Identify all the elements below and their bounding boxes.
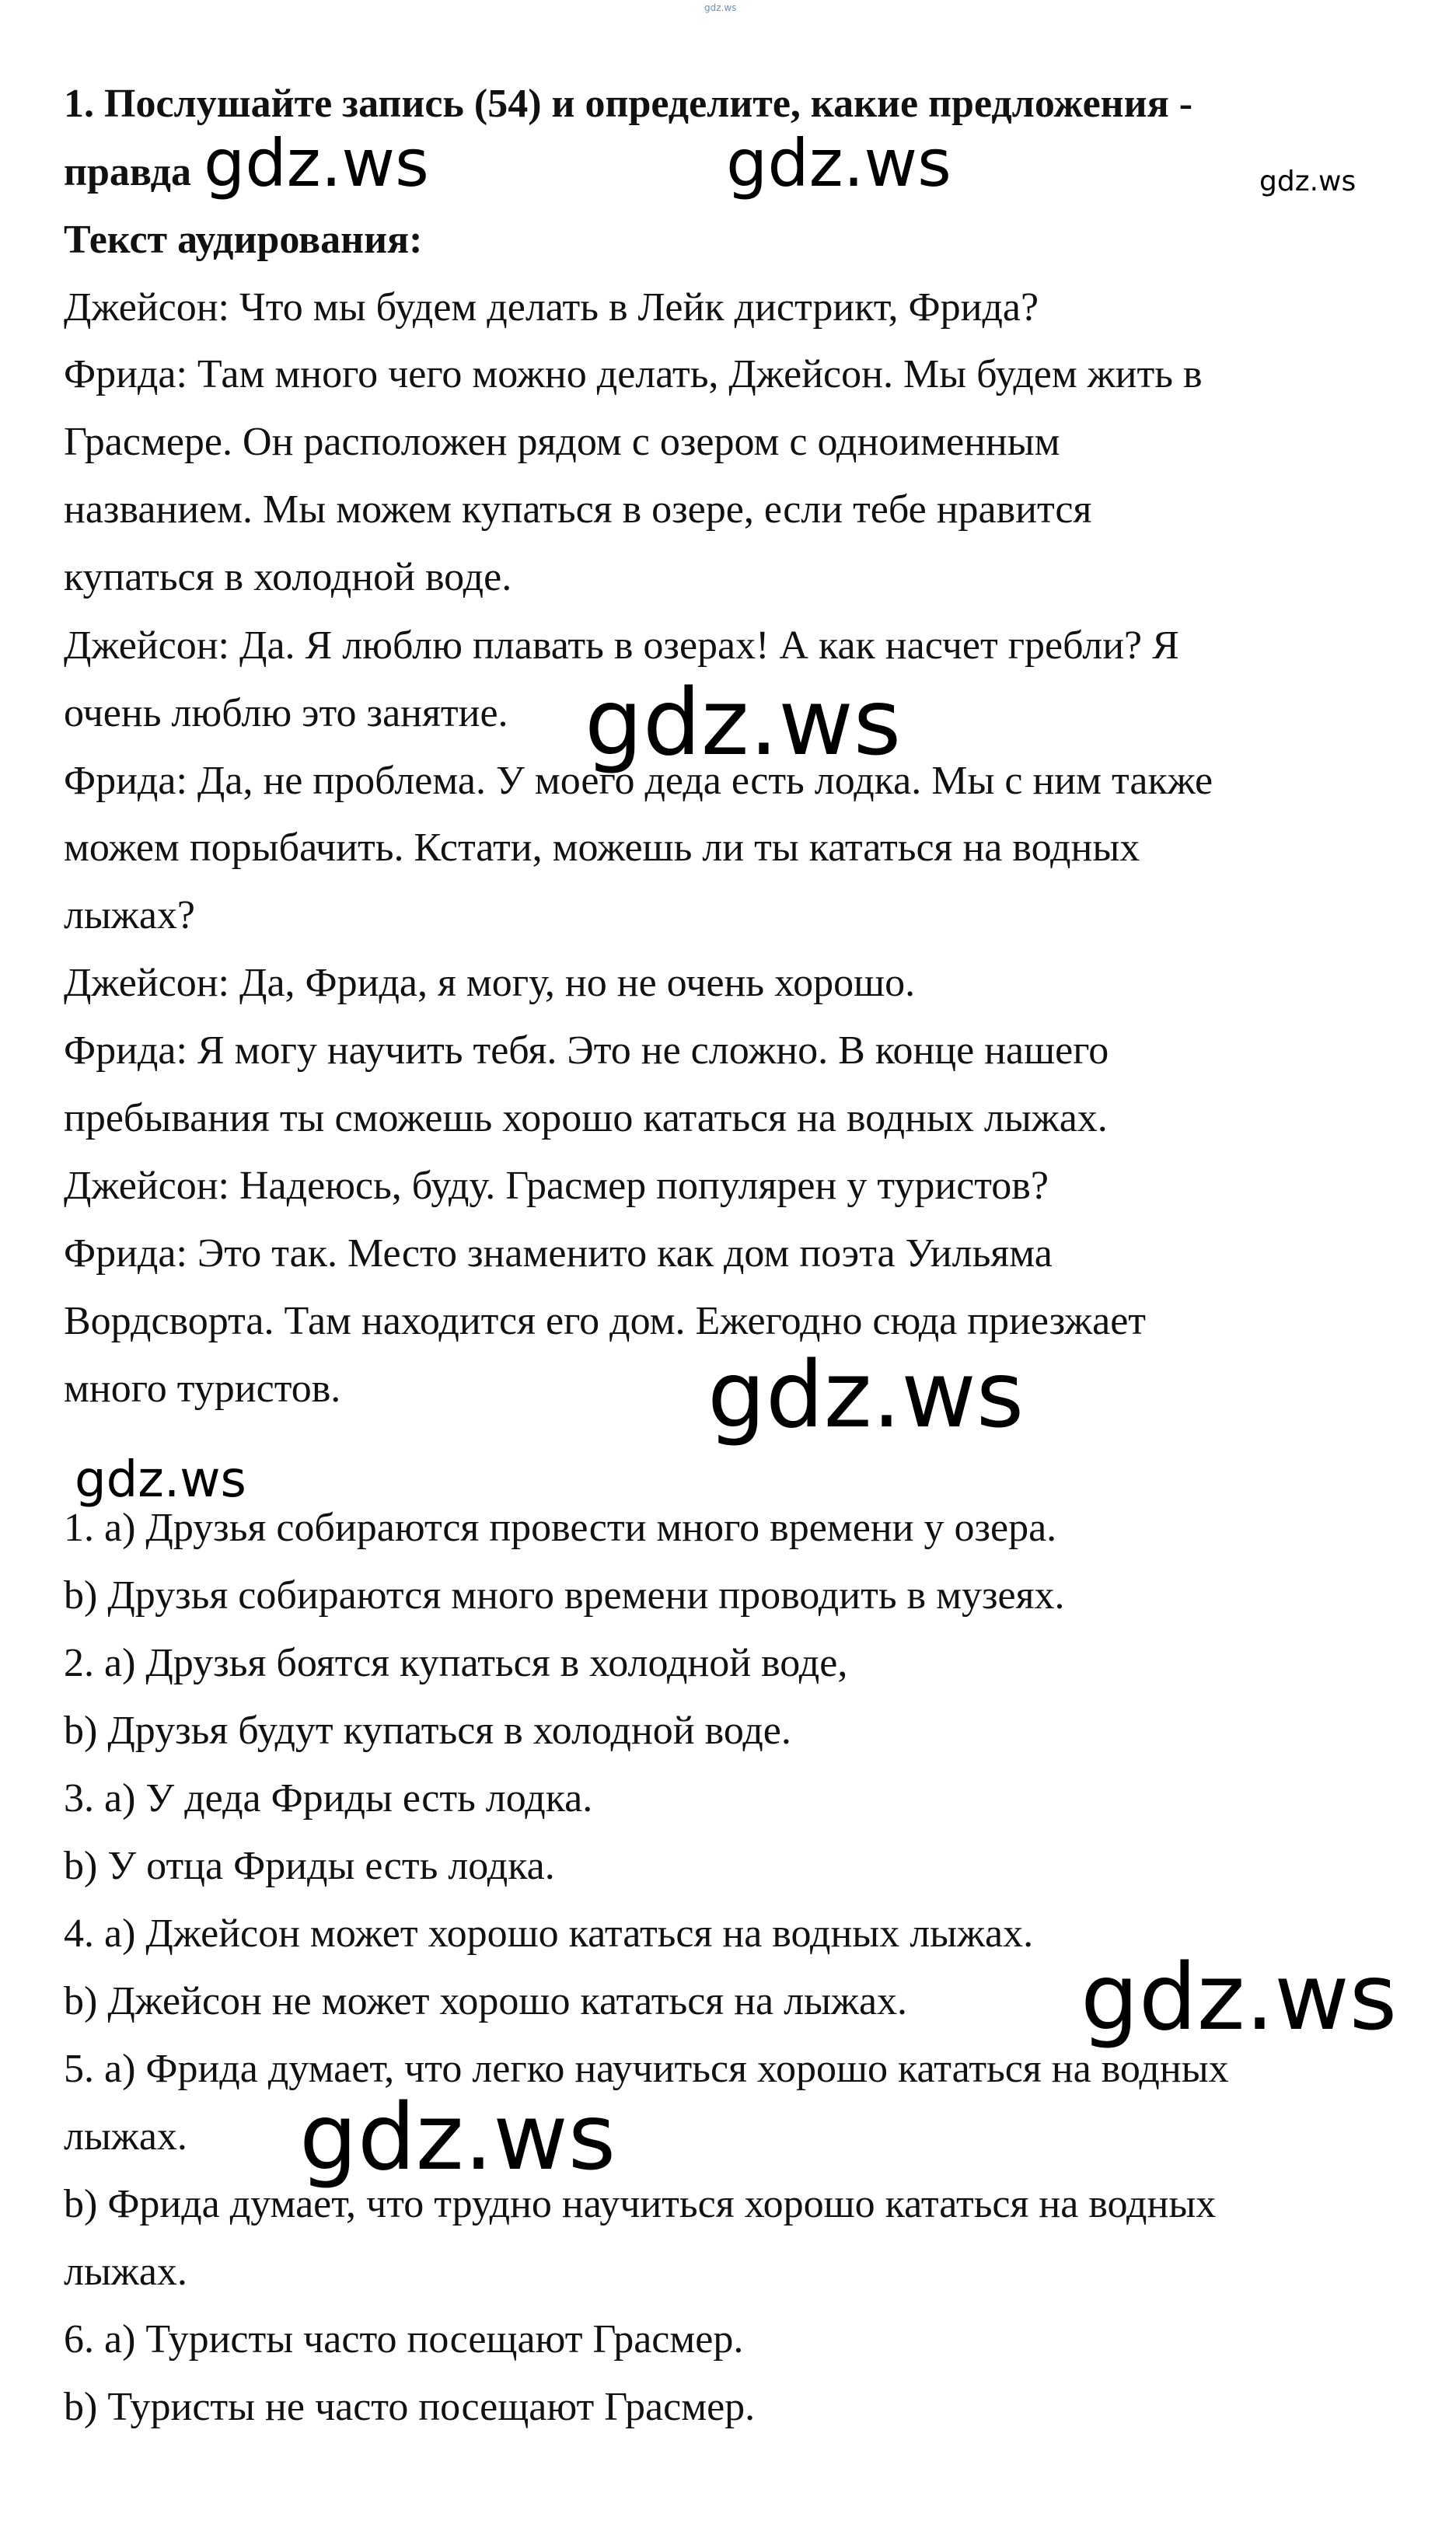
watermark-mid-1: gdz.ws [585, 669, 902, 776]
transcript-line: названием. Мы можем купаться в озере, если тебе нравится [64, 487, 1092, 532]
watermark-header-center: gdz.ws [726, 125, 951, 201]
transcript-line: Фрида: Это так. Место знаменито как дом поэта Уильяма [64, 1231, 1053, 1276]
watermark-header-right: gdz.ws [1259, 166, 1356, 197]
statement-line: 4. a) Джейсон может хорошо кататься на водных лыжах. [64, 1911, 1034, 1956]
statement-line: b) Друзья собираются много времени проводить в музеях. [64, 1573, 1065, 1618]
statement-line: 5. a) Фрида думает, что легко научиться хорошо кататься на водных [64, 2047, 1229, 2091]
transcript-line: много туристов. [64, 1367, 341, 1411]
watermark-lower-left: gdz.ws [299, 2083, 616, 2191]
statement-line: b) Туристы не часто посещают Грасмер. [64, 2385, 756, 2429]
transcript-line: лыжах? [64, 893, 195, 937]
watermark-lower-right: gdz.ws [1081, 1943, 1398, 2051]
transcript-line: Джейсон: Что мы будем делать в Лейк дистрикт, Фрида? [64, 285, 1039, 330]
transcript-line: очень люблю это занятие. [64, 691, 508, 735]
transcript-line: Фрида: Я могу научить тебя. Это не сложно. В конце нашего [64, 1028, 1109, 1073]
watermark-mid-3: gdz.ws [75, 1451, 246, 1509]
transcript-line: Грасмере. Он расположен рядом с озером с одноименным [64, 420, 1060, 464]
statement-line: 6. a) Туристы часто посещают Грасмер. [64, 2317, 744, 2362]
watermark-top: gdz.ws [704, 2, 737, 13]
watermark-header-left: gdz.ws [204, 125, 429, 201]
transcript-line: можем порыбачить. Кстати, можешь ли ты кататься на водных [64, 826, 1140, 870]
exercise-title: 1. Послушайте запись (54) и определите, какие предложения - [64, 82, 1193, 126]
statement-line: лыжах. [64, 2250, 187, 2294]
statement-line: b) Фрида думает, что трудно научиться хорошо кататься на водных [64, 2182, 1217, 2226]
transcript-line: Джейсон: Надеюсь, буду. Грасмер популярен у туристов? [64, 1164, 1049, 1208]
transcript-line: купаться в холодной воде. [64, 555, 512, 599]
statement-line: b) У отца Фриды есть лодка. [64, 1844, 555, 1888]
transcript-line: Джейсон: Да. Я люблю плавать в озерах! А как насчет гребли? Я [64, 623, 1179, 668]
statement-line: 3. a) У деда Фриды есть лодка. [64, 1776, 593, 1821]
statement-line: 1. a) Друзья собираются провести много времени у озера. [64, 1506, 1057, 1550]
transcript-heading: Текст аудирования: [64, 218, 423, 262]
transcript-line: Фрида: Да, не проблема. У моего деда есть лодка. Мы с ним также [64, 759, 1213, 803]
transcript-line: Вордсворта. Там находится его дом. Ежегодно сюда приезжает [64, 1299, 1147, 1343]
transcript-line: Джейсон: Да, Фрида, я могу, но не очень хорошо. [64, 961, 916, 1005]
watermark-mid-2: gdz.ws [707, 1341, 1025, 1448]
exercise-title-continued: правда [64, 150, 191, 194]
transcript-line: пребывания ты сможешь хорошо кататься на водных лыжах. [64, 1096, 1108, 1140]
statement-line: лыжах. [64, 2114, 187, 2159]
statement-line: 2. a) Друзья боятся купаться в холодной воде, [64, 1641, 848, 1685]
statement-line: b) Друзья будут купаться в холодной воде. [64, 1709, 791, 1753]
statement-line: b) Джейсон не может хорошо кататься на лыжах. [64, 1979, 908, 2023]
transcript-line: Фрида: Там много чего можно делать, Джейсон. Мы будем жить в [64, 352, 1203, 396]
